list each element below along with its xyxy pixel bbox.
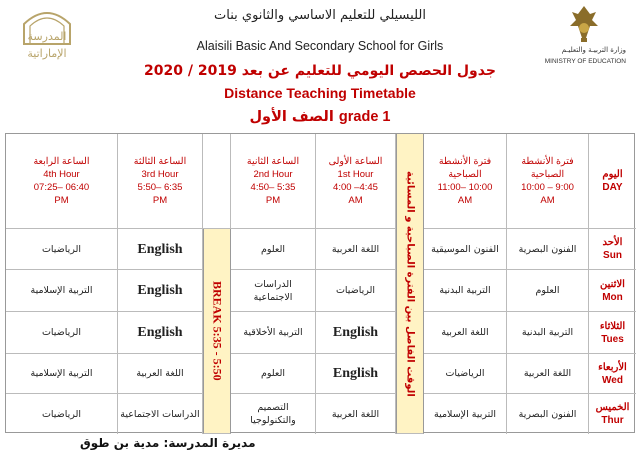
header-period-1: الساعة الأولى 1st Hour 4:00 –4:45 AM	[316, 134, 396, 229]
ministry-en: MINISTRY OF EDUCATION	[544, 58, 626, 65]
school-name-arabic: الليسيلي للتعليم الاساسي والثانوي بنات	[214, 8, 426, 23]
break-column-morning: الوقت الفاصل بين الفترة الصباحية و المسائية	[396, 134, 424, 434]
cell-wed-p4: التربية الإسلامية	[6, 354, 118, 394]
day-thu: الخميس Thur	[595, 402, 630, 426]
cell-thu-p3: الدراسات الاجتماعية	[118, 394, 203, 434]
cell-wed-p1: English	[316, 354, 396, 394]
cell-thu-a1: الفنون البصرية	[507, 394, 589, 434]
header-day: اليوم DAY	[589, 134, 636, 229]
ministry-ar: وزارة التربيـة والتعليـم	[561, 46, 626, 54]
header-activity-1: فترة الأنشطة الصباحية 10:00 – 9:00 AM	[507, 134, 589, 229]
cell-mon-p4: التربية الإسلامية	[6, 270, 118, 312]
cell-wed-p2: العلوم	[231, 354, 316, 394]
cell-thu-p1: اللغة العربية	[316, 394, 396, 434]
day-tue: الثلاثاء Tues	[589, 312, 636, 354]
grade-label	[0, 109, 640, 125]
day-sun: الأحد Sun	[589, 229, 636, 270]
cell-mon-p2: الدراسات الاجتماعية	[231, 270, 316, 312]
cell-thu-p2: التصميم والتكنولوجيا	[231, 394, 316, 434]
timetable-title-english: Distance Teaching Timetable	[224, 85, 416, 101]
logo-left-text-1: المدرسة	[27, 30, 67, 43]
cell-sun-p3: English	[118, 229, 203, 270]
cell-tue-p2: التربية الأخلاقية	[231, 312, 316, 354]
school-name-english: Alaisili Basic And Secondary School for Girls	[196, 39, 444, 53]
header-activity-2: فترة الأنشطة الصباحية 11:00– 10:00 AM	[424, 134, 507, 229]
cell-sun-p2: العلوم	[231, 229, 316, 270]
cell-mon-p1: الرياضيات	[316, 270, 396, 312]
cell-wed-a1: اللغة العربية	[507, 354, 589, 394]
grade-arabic: الصف الأول	[249, 109, 334, 125]
cell-tue-p3: English	[118, 312, 203, 354]
cell-thu-a2: التربية الإسلامية	[424, 394, 507, 434]
cell-sun-p4: الرياضيات	[6, 229, 118, 270]
cell-mon-p3: English	[118, 270, 203, 312]
cell-tue-a2: اللغة العربية	[424, 312, 507, 354]
timetable	[5, 133, 635, 433]
cell-tue-p1: English	[316, 312, 396, 354]
grade-english: grade 1	[338, 109, 391, 125]
cell-sun-a1: الفنون البصرية	[507, 229, 589, 270]
timetable-title-arabic: جدول الحصص اليومي للتعليم عن بعد 2019 / 2020	[144, 63, 496, 79]
cell-mon-a1: العلوم	[507, 270, 589, 312]
cell-tue-a1: التربية البدنية	[507, 312, 589, 354]
cell-wed-a2: الرياضيات	[424, 354, 507, 394]
cell-mon-a2: التربية البدنية	[424, 270, 507, 312]
header-period-2: الساعة الثانية 2nd Hour 4:50– 5:35 PM	[231, 134, 316, 229]
logo-left-text-2: الإماراتية	[27, 47, 67, 60]
day-wed: الأربعاء Wed	[589, 354, 636, 394]
break-header-blank	[203, 134, 231, 229]
cell-tue-p4: الرياضيات	[6, 312, 118, 354]
cell-sun-a2: الفنون الموسيقية	[424, 229, 507, 270]
cell-sun-p1: اللغة العربية	[316, 229, 396, 270]
cell-wed-p3: اللغة العربية	[118, 354, 203, 394]
header-period-4: الساعة الرابعة 4th Hour 07:25– 06:40 PM	[6, 134, 118, 229]
header-period-3: الساعة الثالثة 3rd Hour 5:50– 6:35 PM	[118, 134, 203, 229]
cell-thu-p4: الرياضيات	[6, 394, 118, 434]
principal-name: مديرة المدرسة: مدية بن طوق	[80, 436, 256, 450]
day-mon: الاثنين Mon	[589, 270, 636, 312]
break-column-evening: BREAK 5:35 - 5:50	[203, 229, 231, 434]
